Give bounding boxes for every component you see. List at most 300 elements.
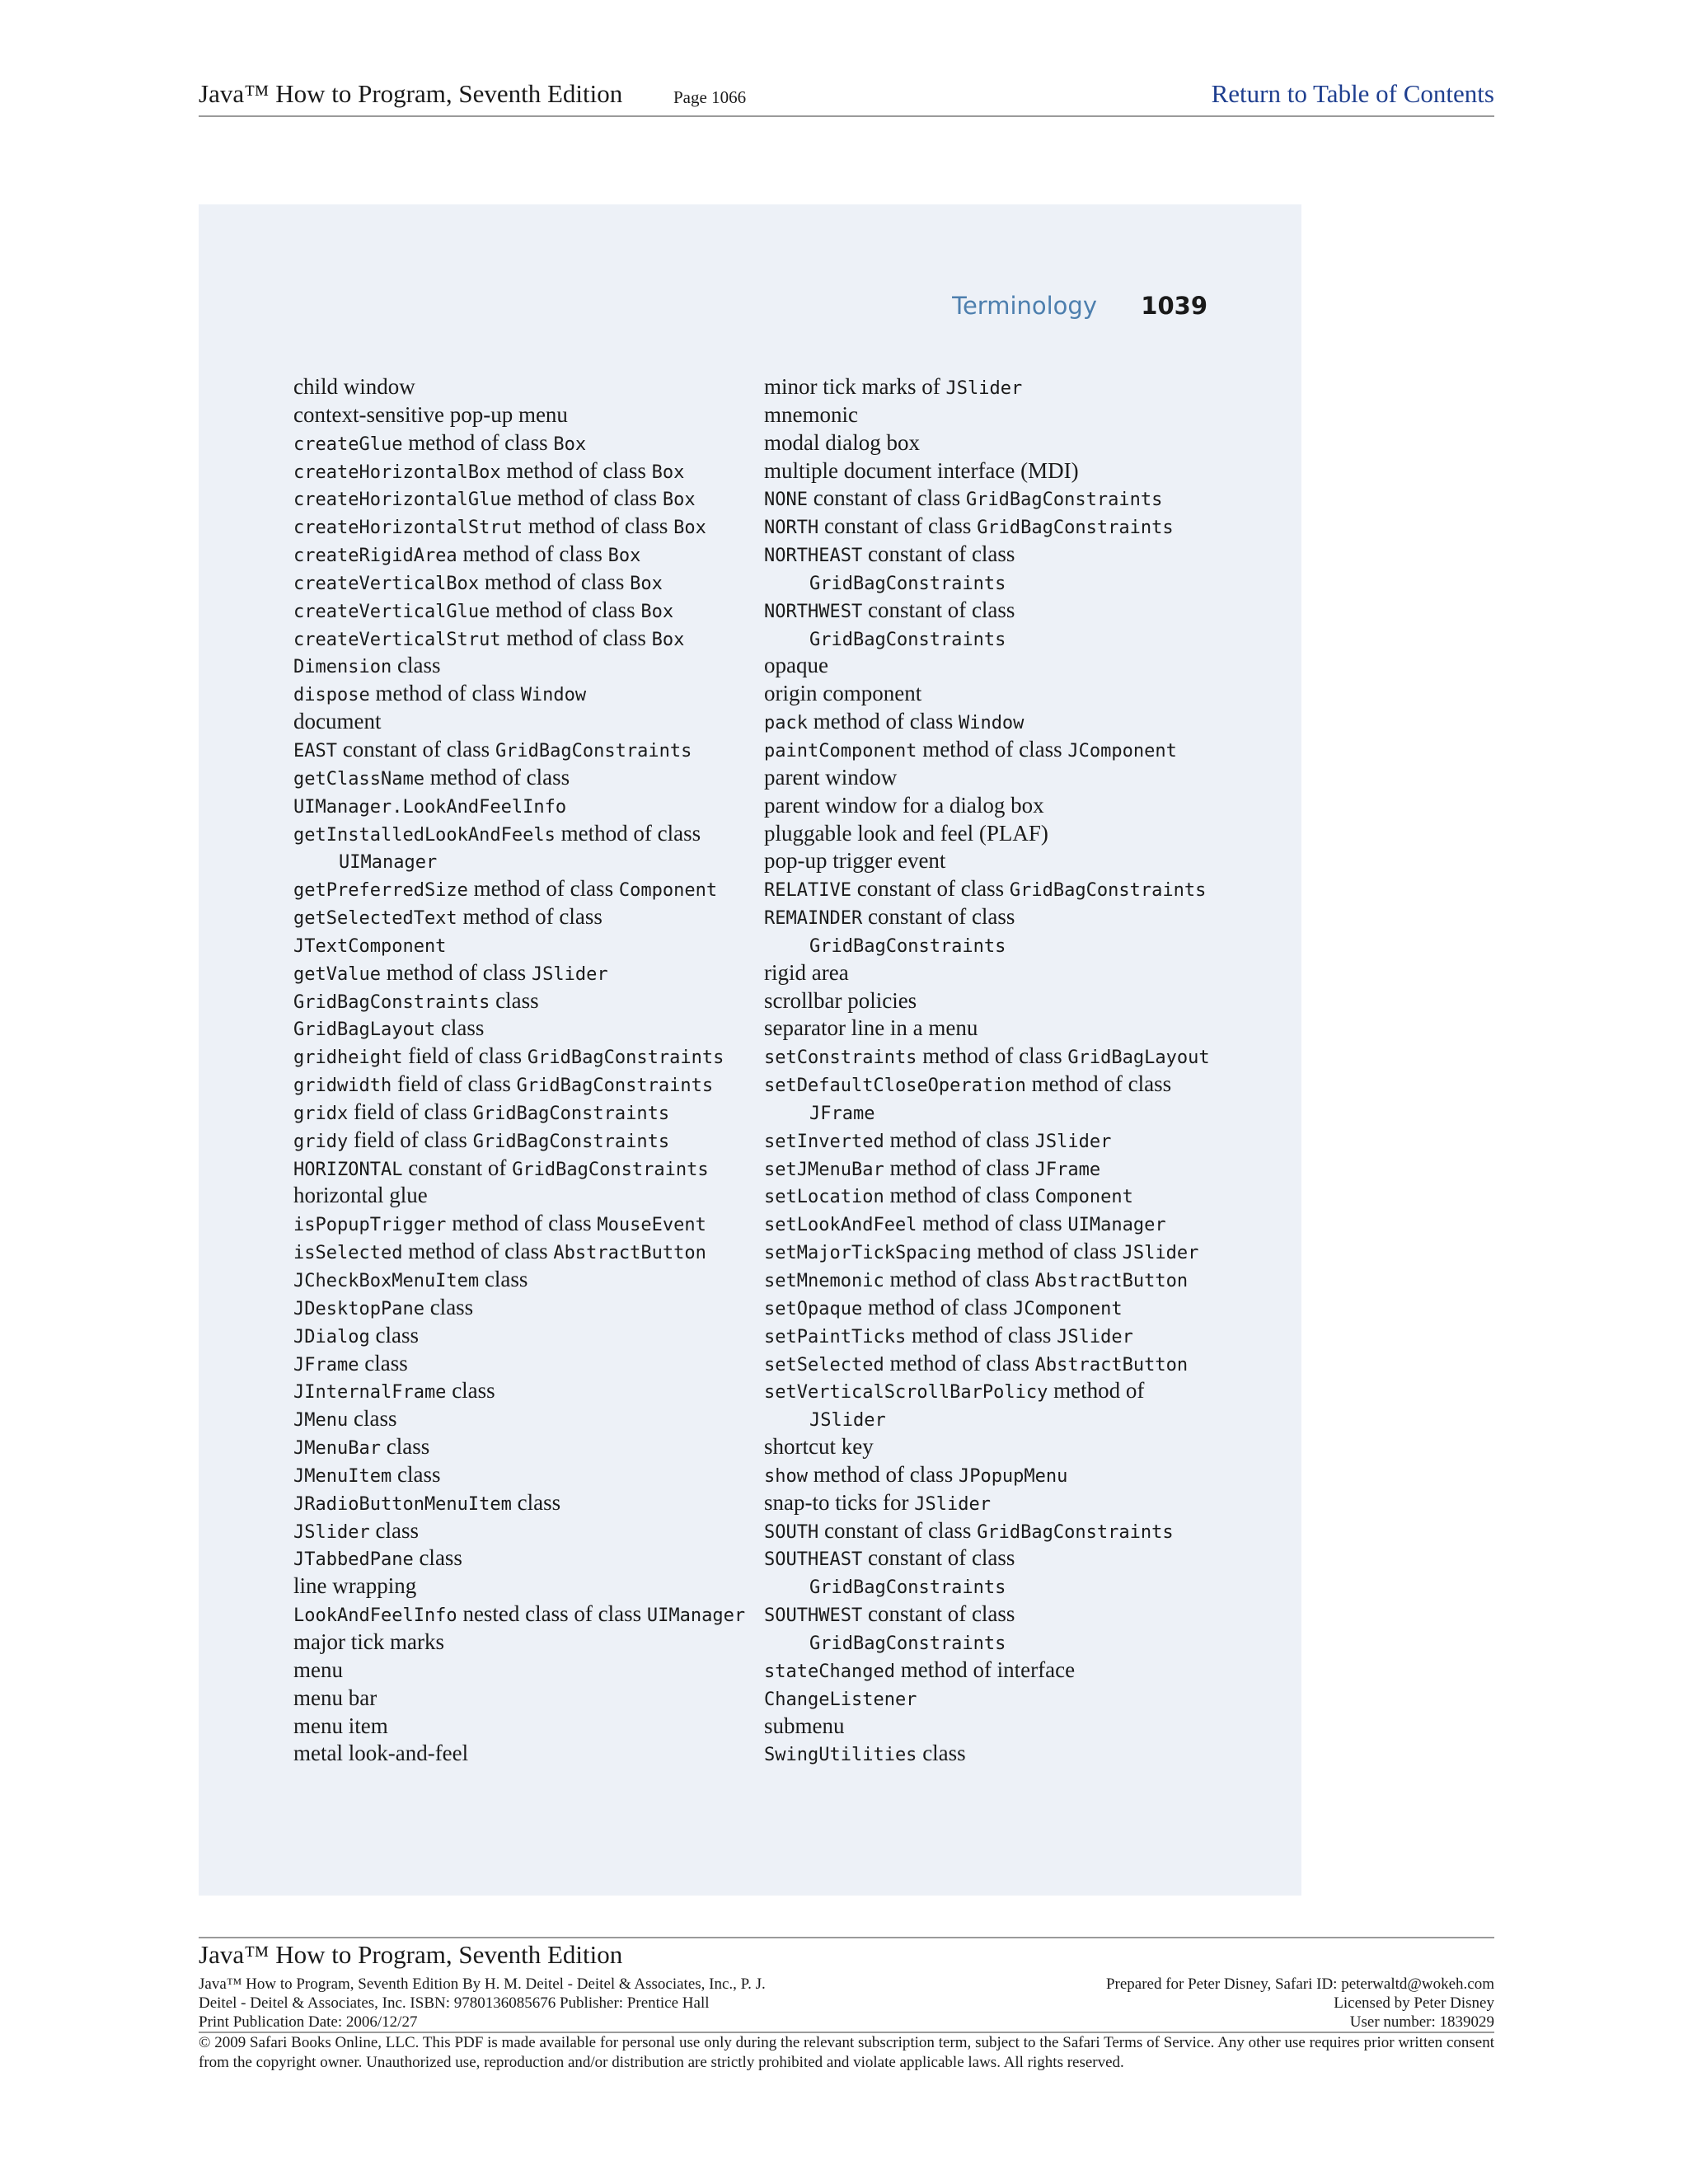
code-term: UIManager.LookAndFeelInfo — [293, 796, 567, 818]
code-term: GridBagConstraints — [527, 1047, 724, 1069]
term-text: field of class — [348, 1099, 473, 1124]
code-term: getClassName — [293, 768, 424, 790]
code-term: JMenuItem — [293, 1465, 392, 1487]
term-text: method of class — [457, 904, 603, 930]
footer-left-line: Print Publication Date: 2006/12/27 — [199, 2013, 418, 2031]
term-entry — [293, 1740, 755, 1768]
term-text: method of class — [884, 1183, 1035, 1208]
term-entry — [764, 401, 1267, 429]
code-term: SOUTHEAST — [764, 1549, 863, 1571]
footer-left-line: Deitel - Deitel & Associates, Inc. ISBN: 9780136085676 Publisher: Prentice Hall — [199, 1994, 710, 2012]
code-term: JSlider — [293, 1521, 370, 1543]
term-entry — [293, 1266, 755, 1294]
term-text: class — [435, 1015, 485, 1041]
code-term: Box — [607, 546, 641, 567]
term-entry — [293, 1377, 755, 1405]
term-entry — [293, 736, 755, 764]
code-term: JInternalFrame — [293, 1382, 447, 1404]
term-text: class — [490, 987, 539, 1013]
code-term: Box — [630, 573, 663, 594]
footer-right-line: Licensed by Peter Disney — [1334, 1994, 1494, 2012]
term-entry — [764, 429, 1267, 457]
term-text: method of class — [917, 736, 1068, 762]
term-entry — [293, 1433, 755, 1461]
term-entry — [764, 875, 1267, 903]
term-text: menu — [293, 1657, 343, 1682]
term-text: mnemonic — [764, 401, 858, 427]
term-entry — [293, 1572, 755, 1601]
term-text: class — [380, 1434, 430, 1460]
term-entry — [764, 1433, 1267, 1461]
term-text: scrollbar policies — [764, 987, 917, 1013]
code-term: SwingUtilities — [764, 1745, 917, 1766]
term-text: document — [293, 709, 382, 734]
footer-left-line: Java™ How to Program, Seventh Edition By H. M. Deitel - Deitel & Associates, Inc., P. J. — [199, 1975, 766, 1993]
term-entry — [293, 847, 755, 875]
term-text: class — [479, 1267, 528, 1291]
code-term: createRigidArea — [293, 546, 457, 567]
code-term: JDesktopPane — [293, 1298, 424, 1319]
code-term: NORTHEAST — [764, 546, 863, 567]
code-term: GridBagConstraints — [977, 518, 1174, 539]
code-term: setMnemonic — [764, 1271, 884, 1291]
code-term: stateChanged — [764, 1661, 895, 1682]
term-text: field of class — [402, 1043, 528, 1069]
term-text: constant of class — [336, 736, 495, 762]
code-term: JFrame — [809, 1103, 875, 1124]
book-title: Java™ How to Program, Seventh Edition — [199, 79, 623, 108]
code-term: JFrame — [1034, 1159, 1101, 1180]
term-text: field of class — [348, 1127, 473, 1152]
term-text: multiple document interface (MDI) — [764, 457, 1079, 483]
term-text: menu bar — [293, 1685, 377, 1710]
code-term: MouseEvent — [597, 1215, 706, 1236]
code-term: JTabbedPane — [293, 1549, 414, 1571]
term-entry — [293, 401, 755, 429]
footer-book-title: Java™ How to Program, Seventh Edition — [199, 1940, 623, 1969]
code-term: pack — [764, 713, 808, 734]
term-entry — [293, 1294, 755, 1322]
term-text: method of class — [1025, 1071, 1172, 1097]
code-term: setPaintTicks — [764, 1326, 907, 1347]
code-term: GridBagConstraints — [472, 1103, 670, 1124]
term-text: constant of class — [862, 1601, 1015, 1627]
code-term: setConstraints — [764, 1047, 917, 1069]
term-text: class — [424, 1294, 474, 1319]
term-entry — [293, 680, 755, 708]
code-term: isSelected — [293, 1243, 403, 1264]
term-text: method of class — [917, 1043, 1068, 1069]
code-term: JSlider — [1034, 1131, 1112, 1152]
term-text: horizontal glue — [293, 1183, 428, 1208]
term-entry — [293, 903, 755, 931]
code-term: createGlue — [293, 434, 403, 455]
code-term: ChangeListener — [764, 1689, 917, 1710]
term-entry — [764, 1377, 1267, 1405]
term-entry — [293, 1713, 755, 1741]
term-entry — [764, 1182, 1267, 1210]
term-text: context-sensitive pop-up menu — [293, 401, 568, 427]
term-text: pluggable look and feel (PLAF) — [764, 820, 1048, 846]
term-entry — [293, 1099, 755, 1127]
term-entry — [293, 1517, 755, 1545]
code-term: createHorizontalBox — [293, 462, 501, 483]
term-entry — [293, 569, 755, 597]
code-term: getPreferredSize — [293, 880, 468, 902]
code-term: setLocation — [764, 1187, 884, 1208]
term-entry — [764, 1572, 1267, 1601]
term-text: constant of class — [862, 904, 1015, 930]
term-entry — [764, 373, 1267, 401]
term-entry — [764, 1544, 1267, 1572]
term-text: method of class — [500, 625, 652, 650]
term-text: constant of class — [818, 1517, 978, 1543]
term-entry — [764, 485, 1267, 513]
term-entry — [764, 1461, 1267, 1489]
term-text: class — [359, 1350, 408, 1376]
term-entry — [293, 875, 755, 903]
code-term: Box — [651, 629, 685, 650]
term-entry — [764, 1629, 1267, 1657]
code-term: GridBagConstraints — [512, 1159, 709, 1180]
term-text: class — [348, 1406, 397, 1432]
term-text: child window — [293, 374, 415, 399]
top-header — [199, 76, 1494, 117]
code-term: Box — [662, 490, 696, 511]
code-term: show — [764, 1465, 808, 1487]
code-term: createVerticalStrut — [293, 629, 501, 650]
term-text: constant of class — [862, 1545, 1015, 1571]
term-entry — [293, 541, 755, 569]
term-text: method of class — [884, 1127, 1035, 1152]
term-entry — [293, 373, 755, 401]
term-entry — [764, 1071, 1267, 1099]
term-text: method of class — [467, 876, 619, 902]
term-text: method of class — [402, 429, 554, 455]
term-entry — [293, 1657, 755, 1685]
term-text: class — [446, 1378, 495, 1404]
term-text: method of class — [490, 597, 641, 622]
term-entry — [293, 820, 755, 848]
book-page — [199, 204, 1301, 1896]
term-text: class — [917, 1741, 966, 1766]
term-entry — [293, 764, 755, 792]
code-term: setJMenuBar — [764, 1159, 884, 1180]
term-entry — [764, 652, 1267, 680]
code-term: Window — [958, 713, 1025, 734]
term-entry — [293, 1350, 755, 1378]
term-entry — [293, 1071, 755, 1099]
term-text: method of class — [369, 681, 521, 706]
term-entry — [293, 931, 755, 959]
term-entry — [293, 708, 755, 736]
term-entry — [293, 1210, 755, 1238]
term-text: class — [369, 1322, 419, 1347]
term-text: parent window for a dialog box — [764, 792, 1044, 818]
term-text: method of class — [479, 569, 631, 594]
code-term: setInverted — [764, 1131, 884, 1152]
code-term: REMAINDER — [764, 908, 863, 930]
code-term: AbstractButton — [1034, 1271, 1189, 1291]
term-text: snap-to ticks for — [764, 1489, 915, 1515]
term-entry — [764, 1210, 1267, 1238]
term-text: class — [392, 1461, 441, 1487]
term-entry — [293, 792, 755, 820]
code-term: JRadioButtonMenuItem — [293, 1493, 512, 1515]
term-entry — [293, 1544, 755, 1572]
term-text: rigid area — [764, 959, 849, 985]
code-term: JSlider — [531, 963, 608, 985]
code-term: Window — [520, 685, 587, 706]
term-text: method of class — [971, 1239, 1123, 1264]
code-term: Box — [553, 434, 587, 455]
code-term: setLookAndFeel — [764, 1215, 917, 1236]
term-entry — [293, 1685, 755, 1713]
term-entry — [764, 1043, 1267, 1071]
code-term: GridBagConstraints — [293, 991, 490, 1013]
term-entry — [764, 1601, 1267, 1629]
code-term: GridBagLayout — [1067, 1047, 1210, 1069]
term-entry — [764, 736, 1267, 764]
term-entry — [764, 959, 1267, 987]
code-term: gridheight — [293, 1047, 403, 1069]
term-entry — [764, 1740, 1267, 1768]
term-entry — [293, 625, 755, 653]
footer-right-line: Prepared for Peter Disney, Safari ID: peterwaltd@wokeh.com — [1105, 1975, 1494, 1993]
code-term: createHorizontalGlue — [293, 490, 512, 511]
term-text: parent window — [764, 764, 898, 790]
code-term: JMenu — [293, 1410, 349, 1432]
term-text: submenu — [764, 1713, 845, 1738]
term-entry — [293, 457, 755, 485]
code-term: getSelectedText — [293, 908, 457, 930]
term-entry — [764, 1489, 1267, 1517]
term-entry — [764, 457, 1267, 485]
term-text: method of class — [457, 541, 608, 567]
code-term: getValue — [293, 963, 381, 985]
term-entry — [293, 1238, 755, 1266]
term-text: opaque — [764, 653, 828, 678]
code-term: setVerticalScrollBarPolicy — [764, 1382, 1048, 1404]
code-term: JComponent — [1067, 740, 1177, 762]
copyright-notice: © 2009 Safari Books Online, LLC. This PDF is made available for personal use only during the relevant subscription term, subject to the Safari Terms of Service. Any other use requires prior written consent from the copyright owner. Unauthorized use, reproduction and/or distribution are strictly prohibited and violate applicable laws. All rights reserved. — [199, 2034, 1494, 2071]
terminology-right-column — [764, 373, 1267, 1768]
code-term: JTextComponent — [293, 935, 447, 957]
code-term: UIManager — [339, 852, 438, 874]
term-text: constant of class — [862, 597, 1015, 622]
term-entry — [293, 513, 755, 541]
term-text: method of interface — [894, 1657, 1076, 1682]
code-term: GridBagConstraints — [495, 740, 692, 762]
code-term: gridx — [293, 1103, 349, 1124]
term-entry — [764, 1713, 1267, 1741]
term-entry — [764, 708, 1267, 736]
term-entry — [764, 1127, 1267, 1155]
code-term: createVerticalBox — [293, 573, 480, 594]
term-entry — [764, 513, 1267, 541]
term-text: menu item — [293, 1713, 388, 1738]
code-term: isPopupTrigger — [293, 1215, 447, 1236]
term-entry — [764, 1685, 1267, 1713]
code-term: GridBagLayout — [293, 1019, 436, 1041]
term-entry — [764, 764, 1267, 792]
return-to-toc-link[interactable]: Return to Table of Contents — [1211, 79, 1494, 108]
term-text: method of class — [523, 513, 674, 539]
term-entry — [764, 1015, 1267, 1043]
term-text: method of class — [424, 764, 570, 790]
term-entry — [293, 959, 755, 987]
term-entry — [764, 1266, 1267, 1294]
code-term: setSelected — [764, 1354, 884, 1376]
term-text: method of class — [884, 1267, 1035, 1291]
term-text: separator line in a menu — [764, 1015, 978, 1041]
term-text: class — [413, 1545, 462, 1571]
term-entry — [764, 987, 1267, 1015]
footer-right-line: User number: 1839029 — [1349, 2013, 1494, 2031]
code-term: gridy — [293, 1131, 349, 1152]
term-text: minor tick marks of — [764, 374, 946, 399]
term-entry — [764, 1294, 1267, 1322]
code-term: createVerticalGlue — [293, 601, 490, 622]
page-number: 1039 — [1141, 292, 1207, 320]
term-entry — [764, 541, 1267, 569]
term-text: shortcut key — [764, 1434, 874, 1460]
code-term: GridBagConstraints — [472, 1131, 670, 1152]
term-entry — [764, 1238, 1267, 1266]
term-entry — [764, 680, 1267, 708]
code-term: JDialog — [293, 1326, 370, 1347]
term-entry — [293, 597, 755, 625]
term-entry — [293, 1043, 755, 1071]
term-text: constant of — [402, 1155, 513, 1180]
code-term: JSlider — [914, 1493, 991, 1515]
code-term: Box — [640, 601, 674, 622]
terminology-left-column — [293, 373, 755, 1768]
page-label: Page 1066 — [673, 87, 747, 107]
term-text: method of class — [380, 959, 532, 985]
section-name: Terminology — [952, 292, 1097, 320]
code-term: SOUTH — [764, 1521, 819, 1543]
term-text: metal look-and-feel — [293, 1741, 469, 1766]
code-term: GridBagConstraints — [809, 573, 1006, 594]
term-entry — [293, 1601, 755, 1629]
term-entry — [764, 1350, 1267, 1378]
code-term: JCheckBoxMenuItem — [293, 1271, 480, 1291]
term-entry — [293, 1405, 755, 1433]
term-text: method of class — [884, 1155, 1035, 1180]
term-entry — [764, 569, 1267, 597]
term-entry — [293, 1015, 755, 1043]
term-entry — [293, 1182, 755, 1210]
code-term: Component — [1034, 1187, 1133, 1208]
term-text: method of class — [884, 1350, 1035, 1376]
code-term: NORTH — [764, 518, 819, 539]
footer-top-rule — [199, 1937, 1494, 1938]
term-text: method of class — [555, 820, 701, 846]
code-term: RELATIVE — [764, 880, 851, 902]
term-entry — [293, 1629, 755, 1657]
term-text: method of class — [500, 457, 652, 483]
code-term: setMajorTickSpacing — [764, 1243, 972, 1264]
code-term: JMenuBar — [293, 1438, 381, 1460]
term-entry — [293, 1489, 755, 1517]
term-entry — [764, 625, 1267, 653]
term-text: method of class — [446, 1211, 598, 1236]
code-term: UIManager — [1067, 1215, 1166, 1236]
code-term: UIManager — [646, 1605, 746, 1627]
code-term: JPopupMenu — [958, 1465, 1068, 1487]
code-term: GridBagConstraints — [977, 1521, 1174, 1543]
term-text: field of class — [392, 1071, 517, 1097]
term-entry — [293, 652, 755, 680]
code-term: Box — [673, 518, 706, 539]
term-entry — [293, 1322, 755, 1350]
term-entry — [293, 1155, 755, 1183]
term-text: constant of class — [862, 541, 1015, 567]
term-text: origin component — [764, 681, 922, 706]
code-term: JComponent — [1013, 1298, 1123, 1319]
term-entry — [293, 429, 755, 457]
term-text: constant of class — [851, 876, 1010, 902]
code-term: createHorizontalStrut — [293, 518, 523, 539]
code-term: GridBagConstraints — [809, 935, 1006, 957]
code-term: NORTHWEST — [764, 601, 863, 622]
term-entry — [764, 903, 1267, 931]
code-term: paintComponent — [764, 740, 917, 762]
term-text: method of class — [807, 1461, 959, 1487]
code-term: JSlider — [1122, 1243, 1199, 1264]
term-text: constant of class — [818, 513, 978, 539]
term-entry — [764, 847, 1267, 875]
term-entry — [764, 1099, 1267, 1127]
code-term: GridBagConstraints — [1009, 880, 1207, 902]
code-term: NONE — [764, 490, 808, 511]
term-entry — [764, 820, 1267, 848]
term-text: nested class of class — [457, 1601, 647, 1627]
code-term: GridBagConstraints — [516, 1076, 714, 1097]
term-text: modal dialog box — [764, 429, 920, 455]
term-text: constant of class — [807, 485, 966, 511]
term-entry — [764, 1322, 1267, 1350]
code-term: setDefaultCloseOperation — [764, 1076, 1026, 1097]
code-term: SOUTHWEST — [764, 1605, 863, 1627]
term-entry — [764, 597, 1267, 625]
code-term: JSlider — [1057, 1326, 1133, 1347]
code-term: AbstractButton — [553, 1243, 706, 1264]
code-term: GridBagConstraints — [809, 1633, 1006, 1654]
term-entry — [293, 987, 755, 1015]
term-text: method of class — [511, 485, 663, 511]
term-entry — [764, 931, 1267, 959]
term-text: major tick marks — [293, 1629, 444, 1654]
code-term: setOpaque — [764, 1298, 863, 1319]
term-text: method of class — [862, 1294, 1014, 1319]
term-text: line wrapping — [293, 1573, 417, 1599]
term-text: method of class — [906, 1322, 1057, 1347]
code-term: JSlider — [945, 378, 1023, 399]
code-term: HORIZONTAL — [293, 1159, 403, 1180]
code-term: LookAndFeelInfo — [293, 1605, 457, 1627]
code-term: AbstractButton — [1034, 1354, 1189, 1376]
code-term: gridwidth — [293, 1076, 392, 1097]
term-text: method of class — [917, 1211, 1068, 1236]
term-text: method of — [1048, 1378, 1145, 1404]
code-term: EAST — [293, 740, 337, 762]
term-entry — [293, 485, 755, 513]
term-entry — [293, 1127, 755, 1155]
term-text: pop-up trigger event — [764, 848, 946, 874]
term-text: method of class — [402, 1239, 554, 1264]
